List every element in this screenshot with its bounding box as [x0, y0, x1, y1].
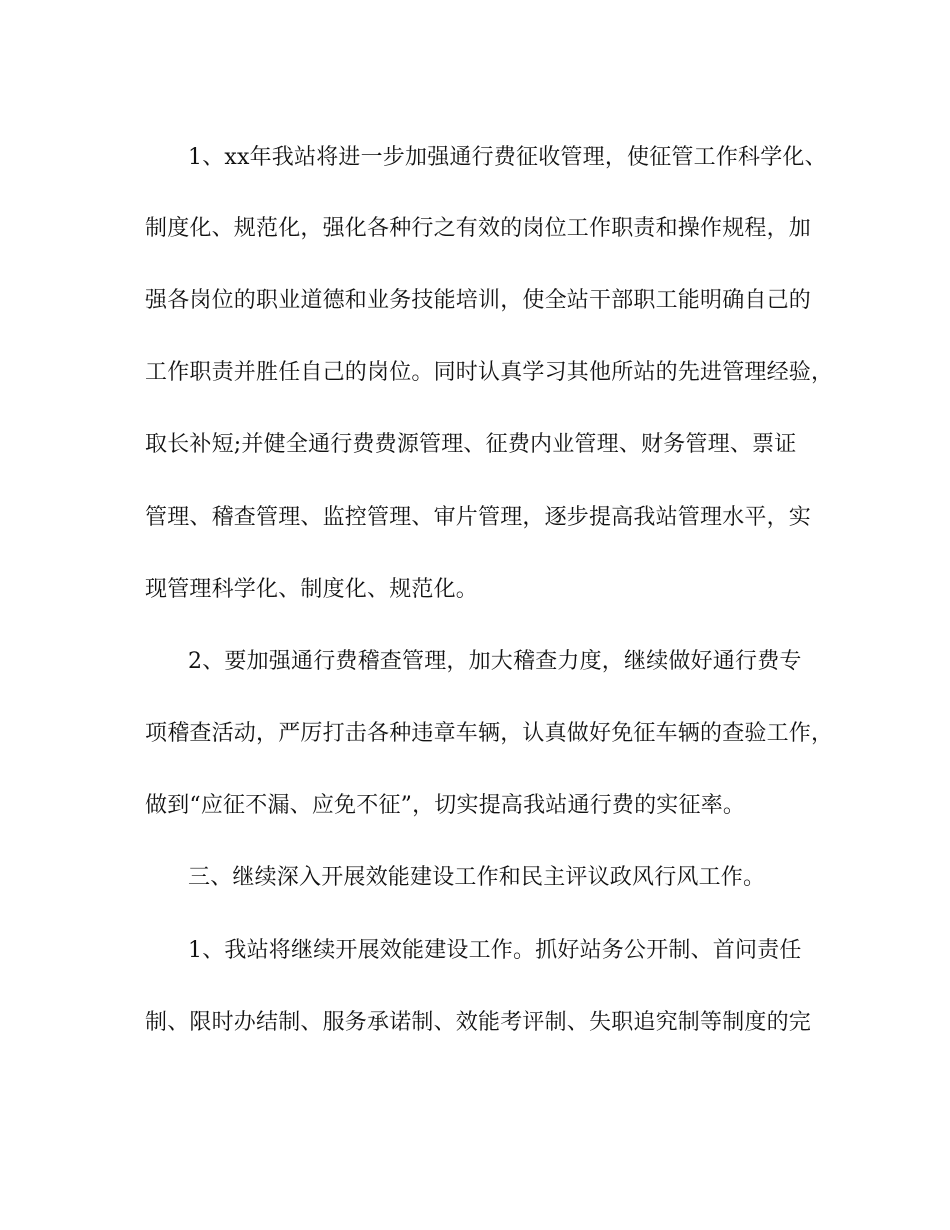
paragraph-1-line-1: 1、xx年我站将进一步加强通行费征收管理，使征管工作科学化、 [188, 145, 827, 170]
paragraph-1-line-2: 制度化、规范化，强化各种行之有效的岗位工作职责和操作规程，加 [145, 216, 812, 241]
paragraph-2-line-2: 项稽查活动，严厉打击各种违章车辆，认真做好免征车辆的查验工作， [145, 721, 834, 746]
paragraph-1-line-3: 强各岗位的职业道德和业务技能培训，使全站干部职工能明确自己的 [145, 288, 812, 313]
paragraph-1-line-5: 取长补短;并健全通行费费源管理、征费内业管理、财务管理、票证 [145, 432, 797, 457]
section-heading-3: 三、继续深入开展效能建设工作和民主评议政风行风工作。 [188, 865, 766, 890]
paragraph-3-line-2: 制、限时办结制、服务承诺制、效能考评制、失职追究制等制度的完 [145, 1010, 812, 1035]
paragraph-1-line-4: 工作职责并胜任自己的岗位。同时认真学习其他所站的先进管理经验， [145, 360, 834, 385]
paragraph-2-line-3: 做到“应征不漏、应免不征”，切实提高我站通行费的实征率。 [145, 793, 746, 818]
paragraph-1-line-6: 管理、稽查管理、监控管理、审片管理，逐步提高我站管理水平，实 [145, 505, 812, 530]
paragraph-1-line-7: 现管理科学化、制度化、规范化。 [145, 577, 479, 602]
paragraph-3-line-1: 1、我站将继续开展效能建设工作。抓好站务公开制、首问责任 [188, 938, 802, 963]
paragraph-2-line-1: 2、要加强通行费稽查管理，加大稽查力度，继续做好通行费专 [188, 649, 802, 674]
